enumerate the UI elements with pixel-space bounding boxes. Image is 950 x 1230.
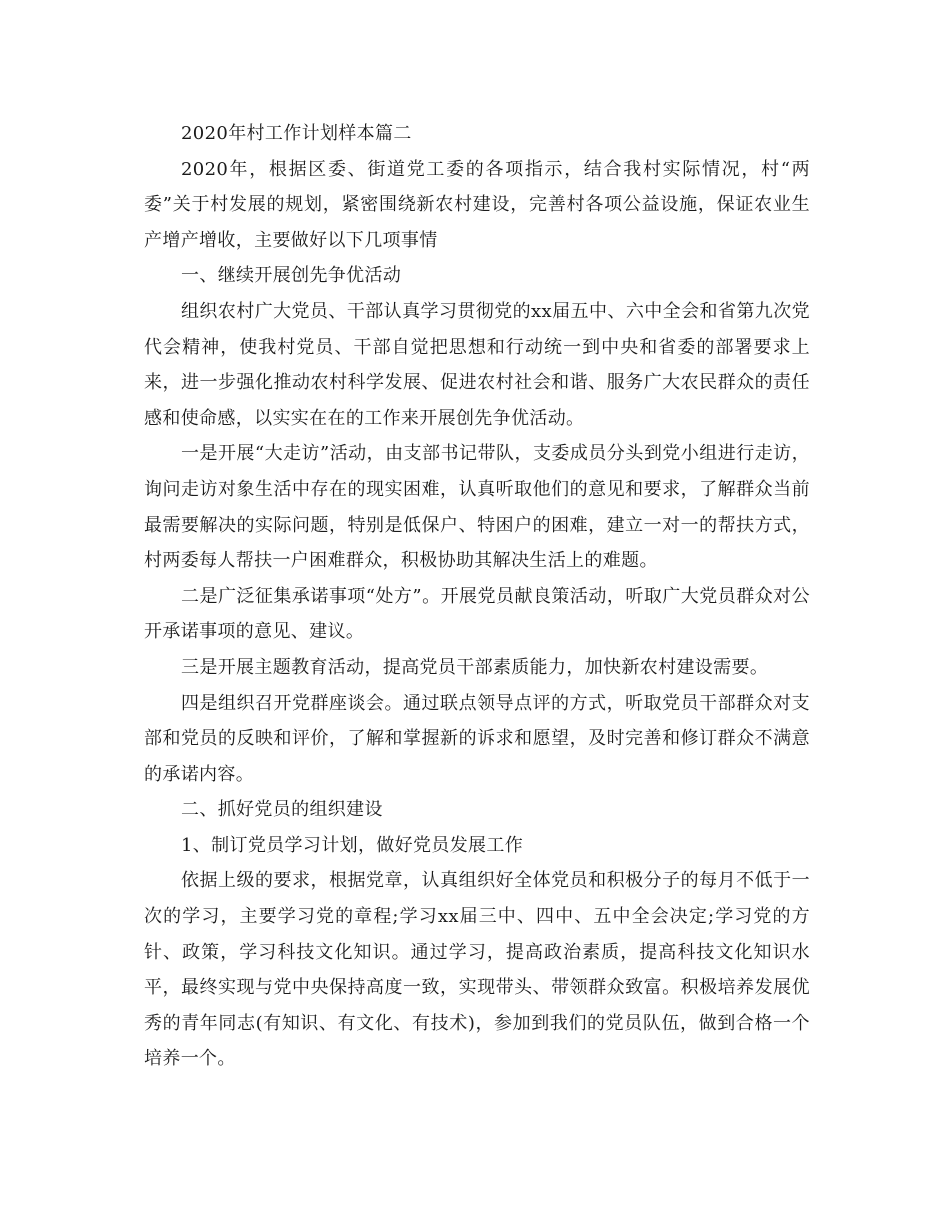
section-title: 2020年村工作计划样本篇二 [181, 123, 412, 144]
subheading-one: 1、制订党员学习计划，做好党员发展工作 [181, 834, 524, 856]
paragraph-study: 组织农村广大党员、干部认真学习贯彻党的xx届五中、六中全会和省第九次党代会精神，使我村党员、干部自觉把思想和行动统一到中央和省委的部署要求上来，进一步强化推动农村科学发展、促进农村社会和谐、服务广大农民群众的责任感和使命感，以实实在在的工作来开展创先争优活动。 [144, 300, 810, 429]
intro-paragraph: 2020年，根据区委、街道党工委的各项指示，结合我村实际情况，村“两委”关于村发展的规划，紧密围绕新农村建设，完善村各项公益设施，保证农业生产增产增收，主要做好以下几项事情 [144, 158, 810, 251]
heading-two: 二、抓好党员的组织建设 [181, 799, 383, 821]
paragraph-prescription: 二是广泛征集承诺事项“处方”。开展党员献良策活动，听取广大党员群众对公开承诺事项的意见、建议。 [144, 585, 810, 643]
document-body [144, 116, 810, 1077]
paragraph-forum: 四是组织召开党群座谈会。通过联点领导点评的方式，听取党员干部群众对支部和党员的反映和评价，了解和掌握新的诉求和愿望，及时完善和修订群众不满意的承诺内容。 [144, 692, 810, 785]
paragraph-visit: 一是开展“大走访”活动，由支部书记带队，支委成员分头到党小组进行走访，询问走访对象生活中存在的现实困难，认真听取他们的意见和要求，了解群众当前最需要解决的实际问题，特别是低保户、特困户的困难，建立一对一的帮扶方式，村两委每人帮扶一户困难群众，积极协助其解决生活上的难题。 [144, 443, 810, 572]
paragraph-education: 三是开展主题教育活动，提高党员干部素质能力，加快新农村建设需要。 [181, 656, 769, 678]
paragraph-learning-plan: 依据上级的要求，根据党章，认真组织好全体党员和积极分子的每月不低于一次的学习，主要学习党的章程;学习xx届三中、四中、五中全会决定;学习党的方针、政策，学习科技文化知识。通过学习，提高政治素质，提高科技文化知识水平，最终实现与党中央保持高度一致，实现带头、带领群众致富。积极培养发展优秀的青年同志(有知识、有文化、有技术)，参加到我们的党员队伍，做到合格一个培养一个。 [144, 870, 810, 1070]
heading-one: 一、继续开展创先争优活动 [181, 265, 402, 287]
